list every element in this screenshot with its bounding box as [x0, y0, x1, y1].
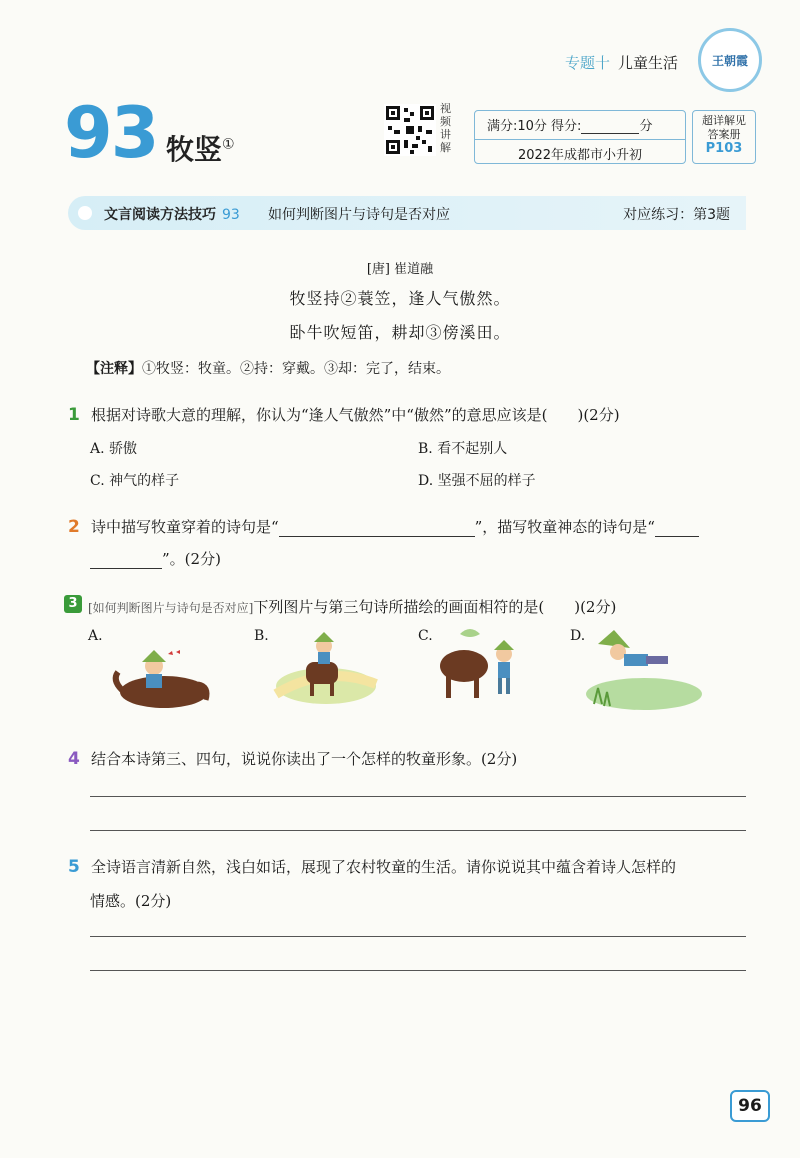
q1-option-b[interactable]: B. 看不起别人: [418, 441, 508, 457]
question-number: 4: [68, 749, 80, 769]
banner-dot-icon: [78, 206, 92, 220]
poem-author: [唐] 崔道融: [366, 262, 434, 277]
answer-blank-2a[interactable]: [655, 520, 699, 537]
q1-option-a[interactable]: A. 骄傲: [90, 441, 138, 457]
question-1: [68, 404, 620, 425]
question-number: 1: [68, 405, 80, 425]
method-banner: [68, 196, 746, 230]
score-blank[interactable]: [581, 117, 639, 134]
question-text: 下列图片与第三句诗所描绘的画面相符的是( )(2分): [253, 598, 617, 616]
lesson-title: [166, 128, 235, 168]
answer-label-2: 答案册: [707, 128, 741, 141]
answer-blank-1[interactable]: [279, 520, 475, 537]
question-text-b: ”，描写牧童神态的诗句是“: [474, 518, 655, 536]
question-text: 根据对诗歌大意的理解，你认为“逢人气傲然”中“傲然”的意思应该是( )(2分): [90, 406, 620, 424]
q3-option-c-label[interactable]: C.: [418, 628, 433, 644]
banner-topic: 如何判断图片与诗句是否对应: [268, 207, 450, 223]
exam-source: 2022年成都市小升初: [475, 139, 685, 163]
question-number: 5: [68, 857, 80, 877]
q1-option-d[interactable]: D. 坚强不屈的样子: [418, 473, 536, 489]
lesson-number: 93: [64, 92, 158, 174]
q1-option-c[interactable]: C. 神气的样子: [90, 473, 180, 489]
poem-line-2: 卧牛吹短笛，耕却③傍溪田。: [289, 323, 511, 342]
boy-lying-on-grass-picture[interactable]: [584, 624, 704, 714]
q3-option-b-label[interactable]: B.: [254, 628, 269, 644]
score-box: [474, 110, 686, 164]
boy-riding-ox-picture[interactable]: [102, 624, 222, 714]
score-unit: 分: [639, 119, 653, 134]
answer-line[interactable]: [90, 936, 746, 937]
qr-code-icon[interactable]: [384, 104, 436, 156]
footnote-mark: ①: [222, 136, 235, 153]
boy-beside-ox-picture[interactable]: [430, 624, 550, 714]
score-line: [487, 115, 652, 134]
banner-number: 93: [222, 207, 240, 223]
topic-header: [565, 52, 678, 73]
question-text-b: 情感。(2分): [90, 892, 172, 910]
banner-title: [104, 204, 240, 224]
notes-label: 【注释】: [86, 361, 142, 377]
notes: [86, 358, 450, 378]
answer-label-1: 超详解见: [702, 114, 746, 127]
logo-text: 王朝霞: [711, 53, 748, 68]
topic-name: 儿童生活: [618, 54, 679, 72]
method-tag: [如何判断图片与诗句是否对应]: [88, 601, 254, 615]
brand-logo: [698, 28, 762, 92]
question-text-c: ”。(2分): [162, 550, 221, 568]
notes-text: ①牧竖：牧童。②持：穿戴。③却：完了，结束。: [142, 361, 450, 377]
lesson-title-text: 牧竖: [166, 133, 223, 166]
question-3: [88, 596, 616, 617]
question-2: [68, 516, 758, 537]
qr-label: 视频讲解: [440, 102, 451, 154]
poem-line-1: 牧竖持②蓑笠，逢人气傲然。: [289, 289, 511, 308]
page-number: 96: [730, 1090, 770, 1122]
q3-option-d-label[interactable]: D.: [570, 628, 586, 644]
question-text-a: 诗中描写牧童穿着的诗句是“: [90, 518, 279, 536]
answer-reference: [692, 110, 756, 164]
question-text-a: 全诗语言清新自然，浅白如话，展现了农村牧童的生活。请你说说其中蕴含着诗人怎样的: [90, 858, 676, 876]
question-5: [68, 856, 676, 877]
answer-line[interactable]: [90, 796, 746, 797]
answer-page: P103: [705, 141, 743, 156]
banner-practice: 对应练习：第3题: [623, 207, 730, 223]
answer-line[interactable]: [90, 970, 746, 971]
question-number: 2: [68, 517, 80, 537]
score-text: 满分:10分 得分:: [487, 119, 582, 134]
question-number-3: 3: [64, 595, 82, 613]
answer-blank-2b[interactable]: [90, 552, 162, 569]
answer-line[interactable]: [90, 830, 746, 831]
topic-prefix: 专题十: [565, 54, 611, 72]
question-4: [68, 748, 517, 769]
boy-on-walking-ox-picture[interactable]: [266, 624, 386, 714]
question-2-cont: [90, 548, 221, 569]
q3-option-a-label[interactable]: A.: [88, 628, 103, 644]
question-text: 结合本诗第三、四句，说说你读出了一个怎样的牧童形象。(2分): [90, 750, 518, 768]
banner-title-text: 文言阅读方法技巧: [104, 207, 216, 223]
